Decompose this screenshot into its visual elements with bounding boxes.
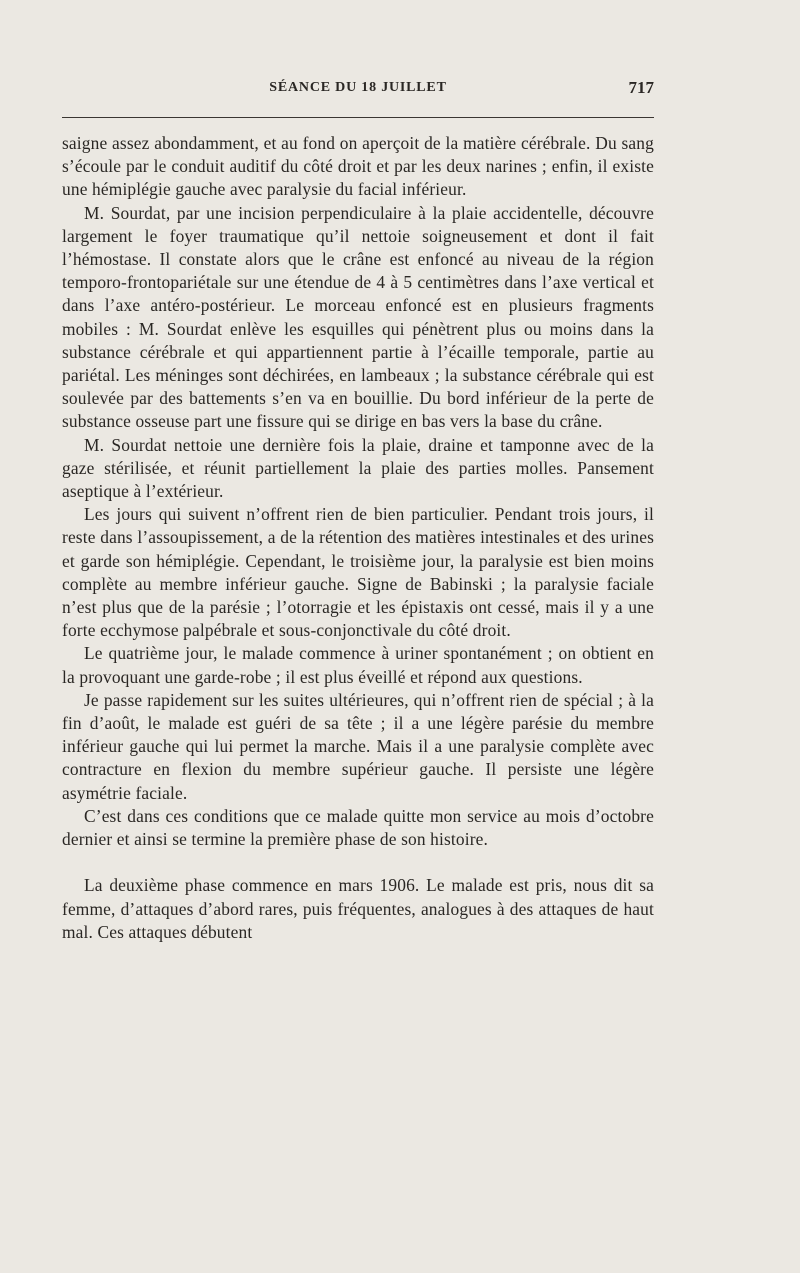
paragraph: C’est dans ces conditions que ce malade quitte mon service au mois d’octobre dernier et ainsi se termine la première phase de son histoire. [62, 805, 654, 850]
header-title: SÉANCE DU 18 JUILLET [269, 80, 447, 95]
page-number: 717 [628, 78, 654, 97]
paragraph: Le quatrième jour, le malade commence à uriner spontanément ; on obtient en la provoquant une garde-robe ; il est plus éveillé et répond aux questions. [62, 643, 654, 687]
paragraph: M. Sourdat, par une incision perpendiculaire à la plaie accidentelle, découvre largement le foyer traumatique qu’il nettoie soigneusement et dont il fait l’hémostase. Il constate alors que le crâne est enfoncé au niveau de la région temporo-frontopariétale sur une étendue de 4 à 5 centimètres dans l’axe vertical et dans l’axe antéro-postérieur. Le morceau enfoncé est en plusieurs fragments mobiles : M. Sourdat enlève les esquilles qui pénètrent plus ou moins dans la substance cérébrale et qui appartiennent partie à l’écaille temporale, partie au pariétal. Les méninges sont déchirées, en lambeaux ; la substance cérébrale qui est soulevée par des battements s’en va en bouillie. Du bord inférieur de la perte de substance osseuse part une fissure qui se dirige en bas vers la base du crâne. [62, 202, 654, 432]
running-header [62, 78, 654, 102]
paragraph: Je passe rapidement sur les suites ultérieures, qui n’offrent rien de spécial ; à la fin d’août, le malade est guéri de sa tête ; il a une légère parésie du membre inférieur gauche qui lui permet la marche. Mais il a une paralysie complète avec contracture en flexion du membre supérieur gauche. Il persiste une légère asymétrie faciale. [62, 689, 654, 803]
paragraph: Les jours qui suivent n’offrent rien de bien particulier. Pendant trois jours, il reste dans l’assoupissement, a de la rétention des matières intestinales et des urines et garde son hémiplégie. Cependant, le troisième jour, la paralysie est bien moins complète au membre inférieur gauche. Signe de Babinski ; la paralysie faciale n’est plus que de la parésie ; l’otorragie et les épistaxis ont cessé, mais il y a une forte ecchymose palpébrale et sous-conjonctivale du côté droit. [62, 504, 654, 641]
paragraph: saigne assez abondamment, et au fond on aperçoit de la matière cérébrale. Du sang s’écoule par le conduit auditif du côté droit et par les deux narines ; enfin, il existe une hémiplégie gauche avec paralysie du facial inférieur. [62, 133, 654, 200]
body-text [62, 132, 654, 944]
header-rule [62, 117, 654, 118]
paragraph: La deuxième phase commence en mars 1906. Le malade est pris, nous dit sa femme, d’attaques d’abord rares, puis fréquentes, analogues à des attaques de haut mal. Ces attaques débutent [62, 875, 654, 942]
paragraph: M. Sourdat nettoie une dernière fois la plaie, draine et tamponne avec de la gaze stérilisée, et réunit partiellement la plaie des parties molles. Pansement aseptique à l’extérieur. [62, 434, 654, 502]
